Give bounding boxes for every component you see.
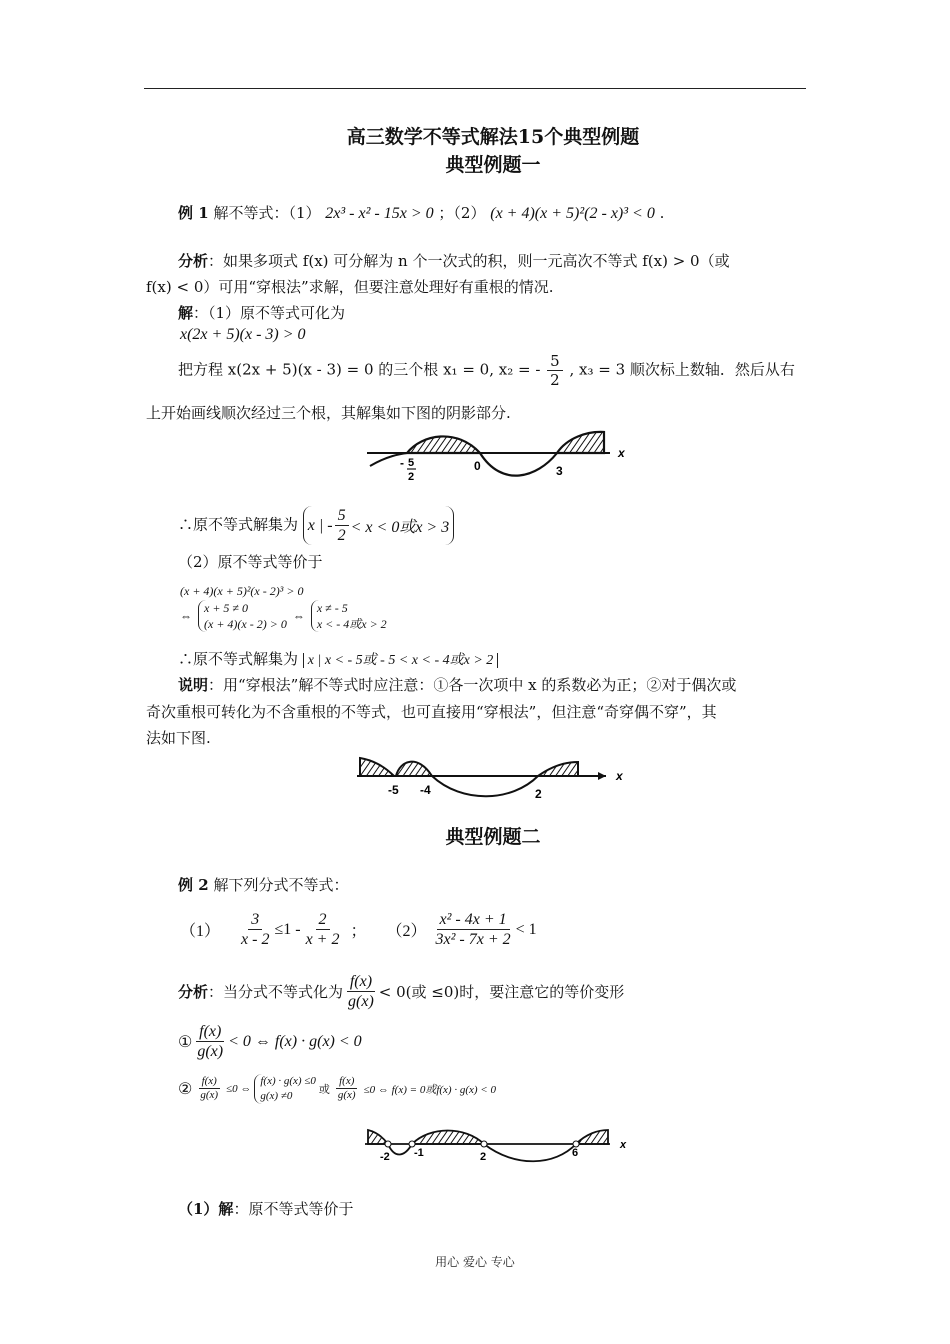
- page-footer: 用心 爱心 专心: [435, 1255, 515, 1269]
- analysis-2: 分析 ：当分式不等式化为 $\frac{f(x)}{g(x)}$ < 0(或 ≤0)时，要注意它的等价变形: [178, 973, 625, 1011]
- example-1: [178, 202, 664, 223]
- analysis-label: 分析: [178, 252, 209, 270]
- equivalence-arrow: ⇔: [180, 608, 192, 623]
- example-intro: 解不等式：（1）: [213, 204, 321, 222]
- shaded-region: [407, 436, 480, 453]
- inequality-2: (x + 4)(x + 5)²(2 - x)³ < 0: [490, 205, 655, 222]
- tick-label: 2: [480, 1151, 487, 1163]
- analysis-1-line2: f(x) < 0）可用“穿根法”求解，但要注意处理好有重根的情况.: [146, 278, 554, 296]
- solution-set-2: ∴原不等式解集为 x | x < - 5或 - 5 < x < - 4或x > 2: [178, 648, 498, 669]
- axis-label: x: [618, 446, 625, 460]
- roots-line: [178, 352, 795, 389]
- tick-label: 2: [535, 787, 542, 800]
- separator: ；（2）: [438, 204, 486, 222]
- factored-inequality: x(2x + 5)(x - 3) > 0: [180, 326, 306, 343]
- roots-text-b: , x₃ = 3 顺次标上数轴．然后从右: [569, 360, 795, 379]
- number-line-figure-2: [352, 752, 632, 800]
- equivalent-inequality: (x + 4)(x + 5)²(x - 2)³ > 0: [180, 584, 304, 598]
- solution-set-1: [178, 506, 454, 545]
- example-label: 例 2: [178, 876, 209, 894]
- note-label: 说明: [178, 676, 209, 694]
- equivalence-chain: [180, 600, 387, 632]
- system-1: x + 5 ≠ 0 (x + 4)(x - 2) > 0: [198, 600, 287, 632]
- tick-label: 6: [572, 1147, 579, 1159]
- axis-label: x: [616, 769, 623, 783]
- inequality-1: 2x³ - x² - 15x > 0: [325, 205, 434, 222]
- system-2: x ≠ - 5 x < - 4或x > 2: [311, 600, 387, 632]
- section-heading-1: 典型例题一: [445, 154, 541, 176]
- rule-2: ② $\frac{f(x)}{g(x)}$ ≤0 ⇔ f(x) · g(x) ≤0 g(x) ≠0 或 $\frac{f(x)}{g(x)}$ ≤0 ⇔ f(x) = 0或f(x) · g(x) < 0: [178, 1075, 496, 1102]
- roots-line-2: 上开始画线顺次经过三个根，其解集如下图的阴影部分.: [146, 404, 511, 422]
- tick-label: -5: [388, 783, 399, 797]
- number-line-figure-3: [360, 1124, 630, 1168]
- example-label: 例 1: [178, 204, 209, 222]
- page-title: 高三数学不等式解法15个典型例题: [346, 126, 640, 148]
- solution-1: [178, 302, 345, 323]
- solution-2: （1）解：原不等式等价于: [178, 1200, 354, 1218]
- example-intro: 解下列分式不等式：: [213, 876, 349, 894]
- example-2: [178, 874, 348, 895]
- fraction-5-2: $\frac{5}{2}$: [547, 352, 563, 389]
- note-line1: 说明：用“穿根法”解不等式时应注意：①各一次项中 x 的系数必为正；②对于偶次或: [178, 676, 737, 694]
- tick-label: -1: [414, 1147, 424, 1159]
- shaded-region: [557, 432, 604, 453]
- part-2-intro: （2）原不等式等价于: [178, 553, 323, 571]
- set-prefix: ∴原不等式解集为: [178, 515, 299, 534]
- analysis-text: ：如果多项式 f(x) 可分解为 n 个一次式的积，则一元高次不等式 f(x) > 0（或: [208, 252, 730, 270]
- tick-label: 0: [474, 459, 481, 473]
- tick-label: 2: [408, 471, 415, 483]
- curve: [480, 453, 557, 476]
- roots-text-a: 把方程 x(2x + 5)(x - 3) = 0 的三个根 x₁ = 0, x₂ = -: [178, 360, 541, 379]
- tick-label: 5: [408, 457, 415, 469]
- tick-label: -2: [380, 1151, 390, 1163]
- section-heading-2: 典型例题二: [445, 826, 541, 848]
- set-braces: x | - $\frac{5}{2}$ < x < 0或x > 3: [303, 506, 454, 545]
- period: .: [659, 204, 665, 222]
- header-rule: [144, 88, 806, 89]
- solution-text: ：（1）原不等式可化为: [193, 304, 346, 322]
- tick-label: -4: [420, 783, 431, 797]
- number-line-figure-1: [362, 426, 632, 484]
- tick-label: -: [400, 456, 404, 470]
- rule-1: ① $\frac{f(x)}{g(x)}$ < 0 ⇔ f(x) · g(x) < 0: [178, 1023, 362, 1061]
- analysis-1-line1: [178, 250, 730, 271]
- note-line3: 法如下图.: [146, 729, 211, 747]
- axis-label: x: [620, 1139, 627, 1151]
- solution-label: 解: [178, 304, 194, 322]
- tick-label: 3: [556, 464, 563, 478]
- example-2-problems: （1） $\frac{3}{x - 2}$ ≤1 - $\frac{2}{x + 2}$ ； （2） $\frac{\text{x² - 4x + 1}}{\text{3x² - 7x + 2}}$ < 1: [180, 911, 537, 949]
- note-line2: 奇次重根可转化为不含重根的不等式，也可直接用“穿根法”，但注意“奇穿偶不穿”，其: [146, 703, 717, 721]
- equivalence-arrow: ⇔: [292, 608, 305, 623]
